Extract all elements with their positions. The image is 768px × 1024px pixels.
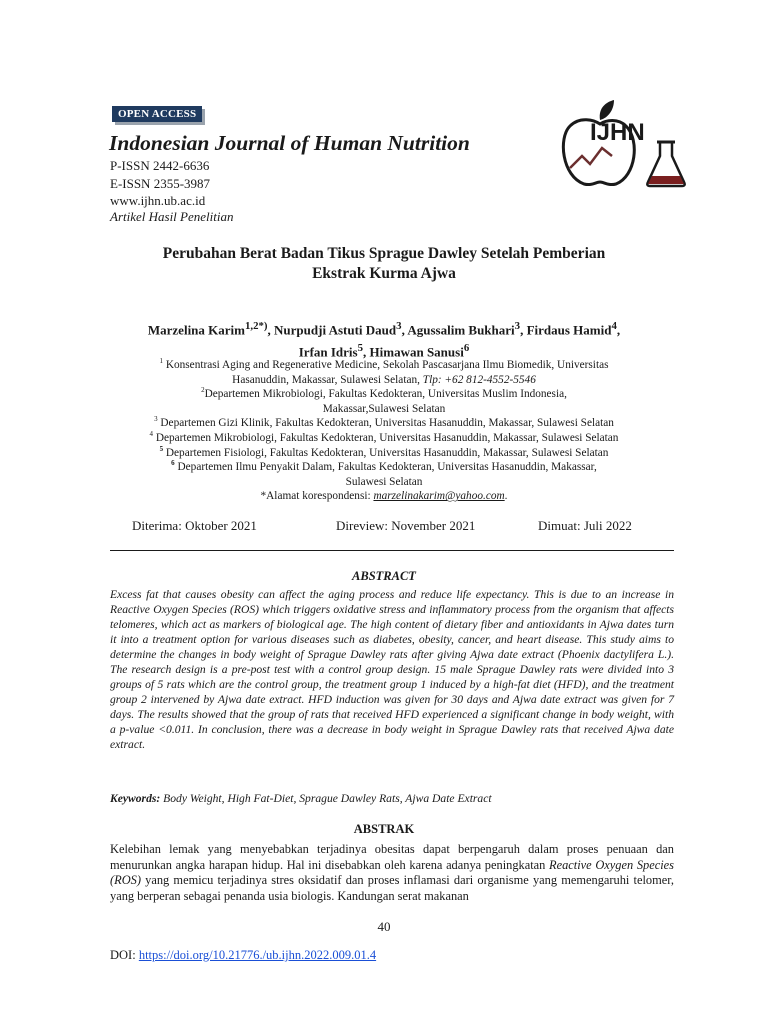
abstrak-text: Kelebihan lemak yang menyebabkan terjadinya obesitas dapat berpengaruh dalam proses penuaan dan menurunkan angka harapan hidup. Hal ini disebabkan oleh karena adanya peningkatan Reactive Oxygen Species (ROS) yang memicu terjadinya stres oksidatif dan proses inflamasi dari organisme yang memengaruhi telomer, yang berperan sebagai penanda usia biologis. Kandungan serat makanan	[110, 842, 674, 903]
author-list: Marzelina Karim$^{1,2*)}$, Nurpudji Astuti Daud$^3$, Agussalim Bukhari$^3$, Firdaus Hamid$^4$, Irfan Idris$^5$, Himawan Sanusi$^6$	[147, 320, 621, 360]
open-access-badge: OPEN ACCESS	[112, 106, 202, 122]
apple-leaf-icon	[600, 100, 614, 120]
author-name: , Nurpudji Astuti Daud	[267, 322, 397, 338]
author-name: , Firdaus Hamid	[520, 322, 612, 338]
abstract-heading: ABSTRACT	[352, 569, 416, 583]
journal-title: Indonesian Journal of Human Nutrition	[109, 131, 470, 155]
divider	[110, 550, 674, 551]
affiliations: $^1$ Konsentrasi Aging and Regenerative Medicine, Sekolah Pascasarjana Ilmu Biomedik, Universitas Hasanuddin, Makassar, Sulawesi Selatan, Tlp: +62 812-4552-5546 $^2$Departemen Mikrobiologi, Fakultas Kedokteran, Universitas Muslim Indonesia, Makassar,Sulawesi Selatan $^3$ Departemen Gizi Klinik, Fakultas Kedokteran, Universitas Hasanuddin, Makassar, Sulawesi Selatan $^4$ Departemen Mikrobiologi, Fakultas Kedokteran, Universitas Hasanuddin, Makassar, Sulawesi Selatan $^5$ Departemen Fisiologi, Fakultas Kedokteran, Universitas Hasanuddin, Makassar, Sulawesi Selatan $^6$ Departemen Ilmu Penyakit Dalam, Fakultas Kedokteran, Universitas Hasanuddin, Makassar, Sulawesi Selatan *Alamat korespondensi: marzelinakarim@yahoo.com.	[149, 357, 619, 503]
trend-line-icon	[570, 148, 612, 168]
author-name: , Himawan Sanusi	[363, 344, 464, 360]
abstract-text: Excess fat that causes obesity can affect the aging process and reduce life expectancy. This is due to an increase in Reactive Oxygen Species (ROS) which triggers oxidative stress and inflammatory process from the organism that affects telomeres, which act as markers of biological age. The high content of dietary fiber and antioxidants in Ajwa dates turn it into a treatment option for various diseases such as diabetes, obesity, cancer, and heart disease. This study aims to determine the changes in body weight of Sprague Dawley rats after giving Ajwa date extract (Phoenix dactylifera L.). The research design is a pre-post test with a control group design. 15 male Sprague Dawley rats were divided into 3 groups of 5 rats which are the control group, the treatment group 1 induced by a high-fat diet (HFD), and the treatment group 2 intervened by Ajwa date extract. HFD induction was given for 30 days and Ajwa date extract was given for 7 days. The results showed that the group of rats that received HFD experienced a significant change in body weight, with a p-value <0.011. In conclusion, there was a decrease in body weight in Sprague Dawley rats that received Ajwa date extract.	[110, 588, 674, 751]
abstrak-heading: ABSTRAK	[353, 822, 415, 836]
date-received: Diterima: Oktober 2021	[132, 518, 257, 533]
p-issn: P-ISSN 2442-6636	[110, 158, 210, 173]
doi-link[interactable]: https://doi.org/10.21776./ub.ijhn.2022.009.01.4	[138, 948, 377, 962]
author-name: Irfan Idris	[298, 344, 358, 360]
author-name: Marzelina Karim	[147, 322, 245, 338]
author-name: , Agussalim Bukhari	[401, 322, 515, 338]
logo-text: IJHN	[590, 119, 645, 146]
doi: DOI: https://doi.org/10.21776./ub.ijhn.2022.009.01.4	[110, 948, 377, 962]
date-reviewed: Direview: November 2021	[336, 518, 476, 533]
article-type: Artikel Hasil Penelitian	[110, 209, 234, 224]
correspondence-email-link[interactable]: marzelinakarim@yahoo.com	[373, 490, 505, 503]
page-number: 40	[377, 919, 391, 934]
ijhn-logo	[560, 98, 690, 190]
journal-website: www.ijhn.ub.ac.id	[110, 193, 206, 208]
keywords: Keywords: Body Weight, High Fat-Diet, Sprague Dawley Rats, Ajwa Date Extract	[110, 792, 492, 805]
article-title: Perubahan Berat Badan Tikus Sprague Dawley Setelah Pemberian Ekstrak Kurma Ajwa	[162, 245, 606, 282]
date-published: Dimuat: Juli 2022	[538, 518, 632, 533]
e-issn: E-ISSN 2355-3987	[110, 176, 211, 191]
